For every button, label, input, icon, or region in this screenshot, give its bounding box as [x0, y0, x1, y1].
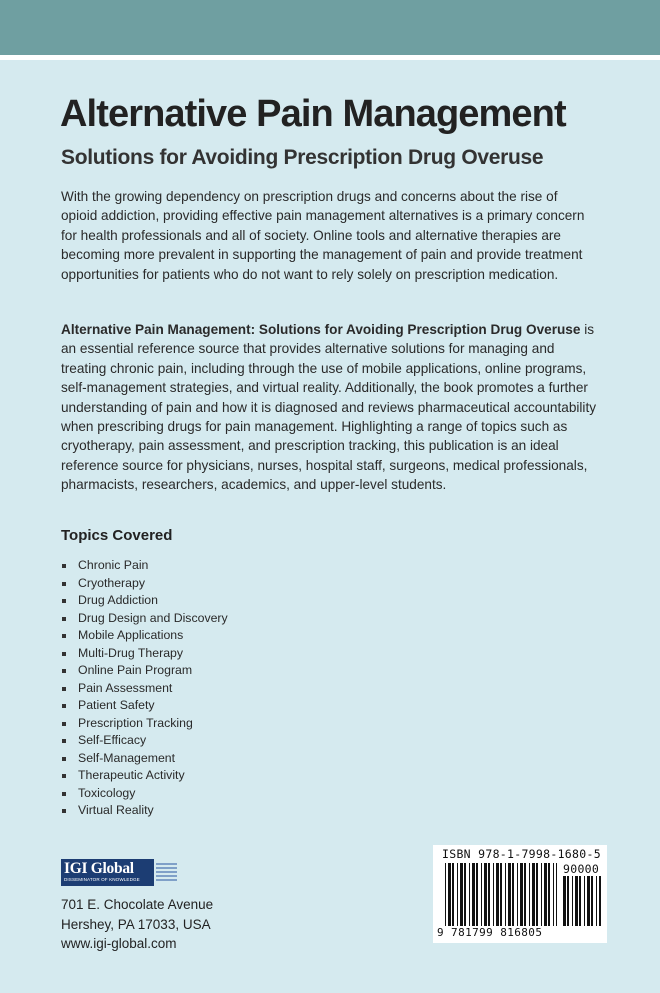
topic-item — [61, 802, 228, 820]
topic-label: Drug Addiction — [78, 593, 158, 607]
topic-label: Drug Design and Discovery — [78, 610, 228, 625]
barcode-bar — [548, 863, 550, 926]
topic-item — [61, 645, 228, 663]
bullet-icon — [62, 704, 66, 708]
barcode-bar — [587, 876, 590, 926]
bullet-icon — [62, 652, 66, 656]
topic-label: Cryotherapy — [78, 575, 145, 590]
bullet-icon — [62, 617, 66, 621]
barcode-bar — [556, 863, 557, 926]
barcode-bar — [517, 863, 518, 926]
bullet-icon — [62, 564, 66, 568]
barcode-bar — [505, 863, 506, 926]
topic-item — [61, 680, 228, 698]
barcode-bar — [500, 863, 502, 926]
top-divider-line — [0, 55, 660, 60]
barcode-bar — [457, 863, 458, 926]
barcode-bar — [481, 863, 482, 926]
topic-item — [61, 785, 228, 803]
topic-item — [61, 557, 228, 575]
logo-stripes-icon — [156, 863, 177, 883]
bullet-icon — [62, 792, 66, 796]
barcode-bar — [520, 863, 523, 926]
description-lead-title: Alternative Pain Management: Solutions for Avoiding Prescription Drug Overuse — [61, 322, 581, 337]
topic-item — [61, 610, 228, 628]
bullet-icon — [62, 809, 66, 813]
bullet-icon — [62, 582, 66, 586]
book-title: Alternative Pain Management — [60, 93, 566, 135]
barcode-bar — [464, 863, 466, 926]
isbn-number: ISBN 978-1-7998-1680-5 — [442, 847, 601, 861]
topic-item — [61, 767, 228, 785]
barcode-bar — [476, 863, 478, 926]
barcode-bar — [452, 863, 454, 926]
barcode-bar — [544, 863, 547, 926]
top-color-band — [0, 0, 660, 55]
topic-item — [61, 662, 228, 680]
address-city: Hershey, PA 17033, USA — [61, 916, 211, 932]
bullet-icon — [62, 739, 66, 743]
bullet-icon — [62, 757, 66, 761]
topic-item — [61, 697, 228, 715]
barcode-bar — [512, 863, 514, 926]
logo-badge — [61, 859, 154, 886]
topic-item — [61, 575, 228, 593]
topic-label: Prescription Tracking — [78, 715, 193, 730]
isbn-barcode — [433, 845, 607, 943]
barcode-bar — [484, 863, 487, 926]
topic-label: Pain Assessment — [78, 680, 173, 695]
barcode-bar — [496, 863, 499, 926]
barcode-bar — [591, 876, 593, 926]
description-body: is an essential reference source that provides alternative solutions for managing and treating chronic pain, including through the use of mobile applications, online programs, self-management strategies, and virtual reality. Additionally, the book promotes a further understanding of pain and how it is diagnosed and reviews pharmaceutical accountability when prescribing drugs for pain management. Highlighting a range of topics such as cryotherapy, pain assessment, and prescription tracking, this publication is an ideal reference source for physicians, nurses, hospital staff, surgeons, medical professionals, pharmacists, researchers, academics, and upper-level students. — [61, 322, 597, 493]
barcode-bar — [469, 863, 470, 926]
topic-label: Self-Efficacy — [78, 733, 147, 747]
topic-item — [61, 627, 228, 645]
topic-item — [61, 715, 228, 733]
topic-label: Chronic Pain — [78, 558, 149, 572]
topics-heading: Topics Covered — [61, 527, 173, 544]
barcode-bar — [553, 863, 554, 926]
barcode-bar — [508, 863, 511, 926]
barcode-bar — [488, 863, 490, 926]
barcode-bar — [445, 863, 446, 926]
description-paragraph-1: With the growing dependency on prescription drugs and concerns about the rise of opioid addiction, providing effective pain management alternatives is a primary concern for health professionals and all of society. Online tools and alternative therapies are becoming more prevalent in supporting the management of pain and provide treatment opportunities for patients who do not want to rely solely on prescription medication. — [61, 189, 585, 282]
topic-label: Mobile Applications — [78, 628, 184, 642]
barcode-bar — [579, 876, 581, 926]
barcode-bar — [584, 876, 585, 926]
bullet-icon — [62, 669, 66, 673]
barcode-bar — [541, 863, 542, 926]
barcode-bar — [572, 876, 573, 926]
topic-label: Patient Safety — [78, 698, 155, 712]
topic-label: Toxicology — [78, 785, 136, 800]
barcode-bar — [529, 863, 530, 926]
logo-name: IGI Global — [64, 860, 134, 877]
topic-label: Self-Management — [78, 750, 176, 765]
barcode-bar — [575, 876, 578, 926]
barcode-bar — [472, 863, 475, 926]
barcode-bar — [460, 863, 463, 926]
barcode-bar — [448, 863, 451, 926]
bullet-icon — [62, 634, 66, 638]
barcode-bar — [567, 876, 569, 926]
bullet-icon — [62, 774, 66, 778]
topic-label: Virtual Reality — [78, 803, 154, 817]
topic-item — [61, 592, 228, 610]
topic-label: Therapeutic Activity — [78, 768, 185, 782]
barcode-bar — [536, 863, 538, 926]
topic-item — [61, 750, 228, 768]
barcode-digits: 9 781799 816805 — [437, 926, 543, 939]
book-subtitle: Solutions for Avoiding Prescription Drug Overuse — [61, 146, 544, 169]
barcode-bar — [599, 876, 601, 926]
barcode-bar — [596, 876, 597, 926]
publisher-website: www.igi-global.com — [61, 936, 177, 951]
description-paragraph-2 — [61, 320, 597, 495]
bullet-icon — [62, 722, 66, 726]
price-addon-code: 90000 — [563, 862, 600, 876]
topic-item — [61, 732, 228, 750]
bullet-icon — [62, 687, 66, 691]
publisher-address — [61, 895, 213, 954]
igi-global-logo — [61, 859, 177, 887]
topic-label: Online Pain Program — [78, 663, 193, 677]
topic-label: Multi-Drug Therapy — [78, 645, 184, 660]
topics-list — [61, 557, 228, 820]
barcode-bar — [493, 863, 494, 926]
barcode-bar — [524, 863, 526, 926]
barcode-bar — [563, 876, 566, 926]
bullet-icon — [62, 599, 66, 603]
address-street: 701 E. Chocolate Avenue — [61, 897, 214, 912]
logo-tagline: DISSEMINATOR OF KNOWLEDGE — [64, 877, 140, 882]
barcode-bar — [532, 863, 535, 926]
